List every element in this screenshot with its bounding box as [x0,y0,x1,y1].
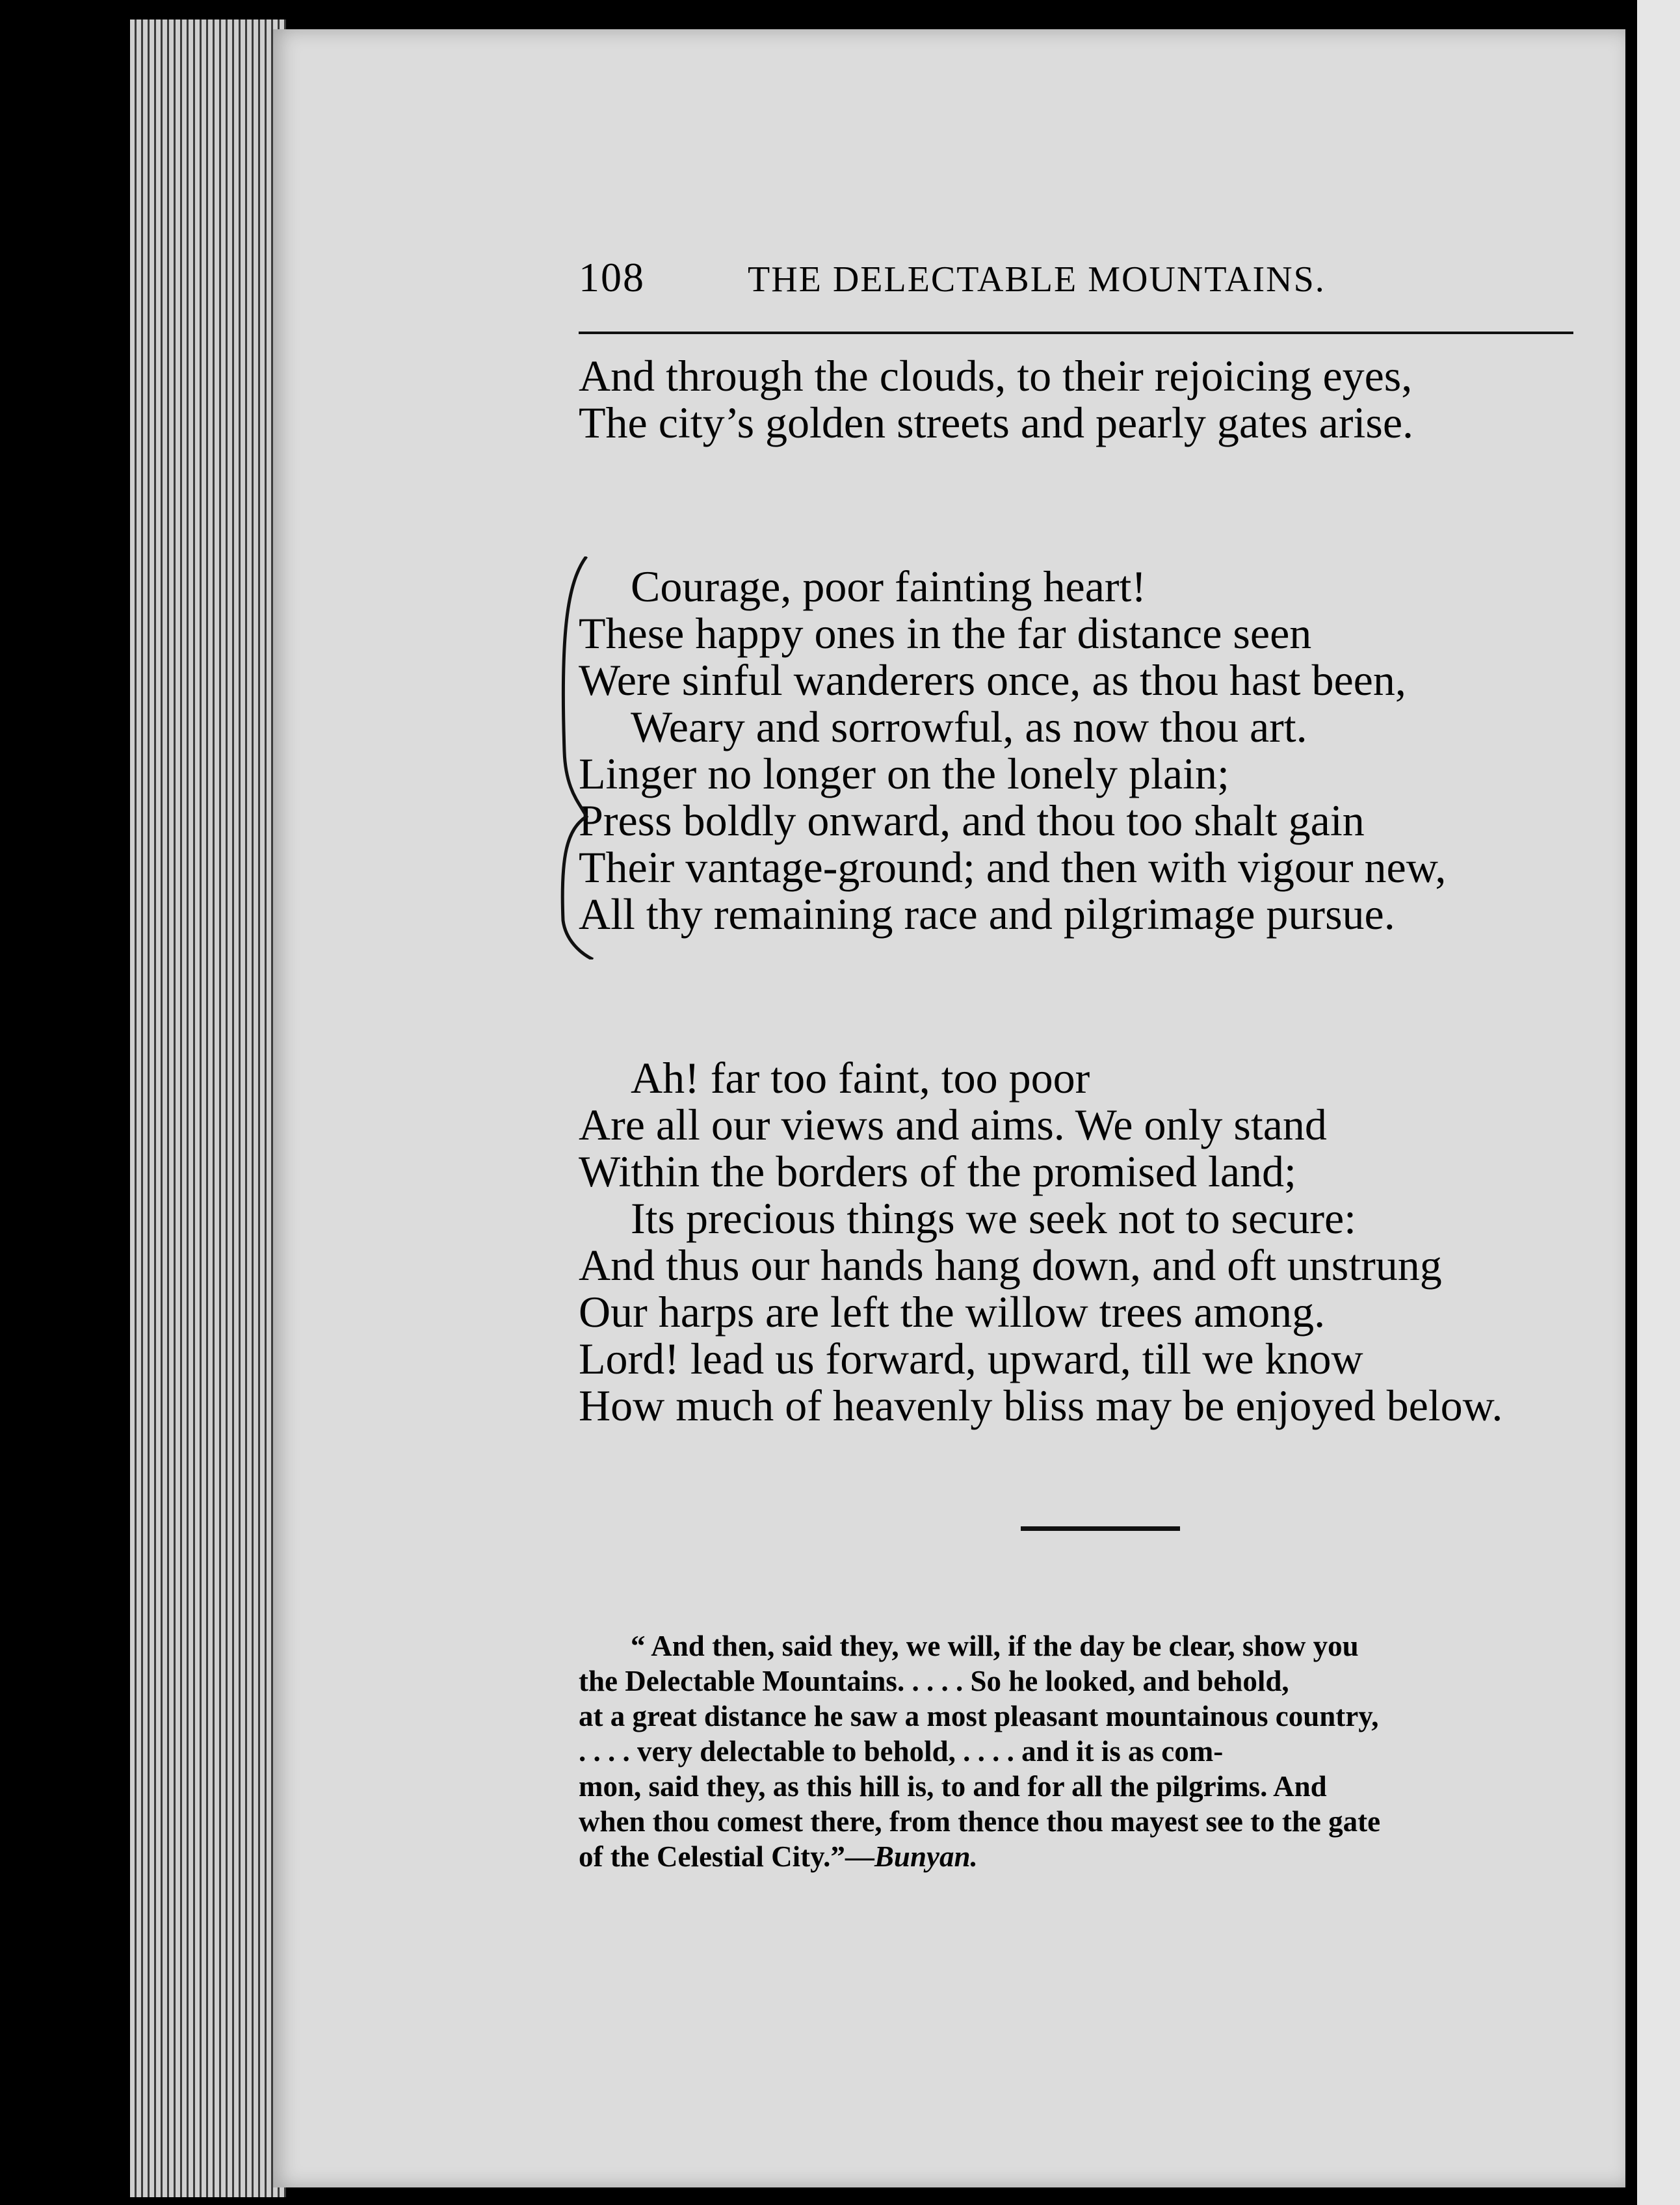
quote-author: Bunyan. [874,1840,978,1873]
stanza-1 [579,352,1606,446]
poem-line: Weary and sorrowful, as now thou art. [631,702,1307,751]
page-number: 108 [579,254,645,300]
quote-last-line [579,1839,1606,1874]
quote-line: “ And then, said they, we will, if the day be clear, show you [631,1630,1359,1662]
quote-line: when thou comest there, from thence thou mayest see to the gate [579,1805,1381,1838]
stanza-3 [579,1054,1606,1429]
poem-line: These happy ones in the far distance seen [579,608,1312,658]
head-rule [579,332,1573,334]
section-divider [1021,1526,1180,1531]
page-text [579,254,1606,1874]
poem-line: Press boldly onward, and thou too shalt gain [579,796,1365,845]
page-edges [130,20,286,2197]
quote-line: the Delectable Mountains. . . . . So he looked, and behold, [579,1665,1289,1697]
poem-line: Courage, poor fainting heart! [631,562,1147,611]
poem-line: The city’s golden streets and pearly gates arise. [579,398,1413,447]
poem-line: Within the borders of the promised land; [579,1147,1296,1196]
poem-line: And through the clouds, to their rejoicing eyes, [579,351,1413,400]
quote-line: of the Celestial City.”— [579,1840,874,1873]
bunyan-quote [579,1628,1606,1874]
poem-line: Lord! lead us forward, upward, till we know [579,1334,1363,1383]
poem-line: Ah! far too faint, too poor [631,1053,1090,1102]
stanza-2 [579,563,1606,937]
poem-line: Were sinful wanderers once, as thou hast been, [579,655,1406,705]
poem-line: All thy remaining race and pilgrimage pursue. [579,889,1395,939]
poem-line: Our harps are left the willow trees among. [579,1287,1326,1337]
poem-line: Their vantage-ground; and then with vigour new, [579,842,1447,892]
quote-line: . . . . very delectable to behold, . . . . and it is as com- [579,1735,1224,1768]
quote-line: at a great distance he saw a most pleasant mountainous country, [579,1700,1379,1732]
running-head [579,254,1606,325]
poem-line: Are all our views and aims. We only stand [579,1100,1327,1149]
poem-line: Linger no longer on the lonely plain; [579,749,1229,798]
running-head-title: THE DELECTABLE MOUNTAINS. [748,259,1326,300]
poem-line: And thus our hands hang down, and oft unstrung [579,1240,1442,1290]
curly-bracket-mark [560,556,599,959]
poem-line: Its precious things we seek not to secure: [631,1194,1357,1243]
poem-line: How much of heavenly bliss may be enjoyed below. [579,1381,1503,1430]
gutter-shadow [1625,0,1637,2205]
quote-line: mon, said they, as this hill is, to and for all the pilgrims. And [579,1770,1327,1803]
